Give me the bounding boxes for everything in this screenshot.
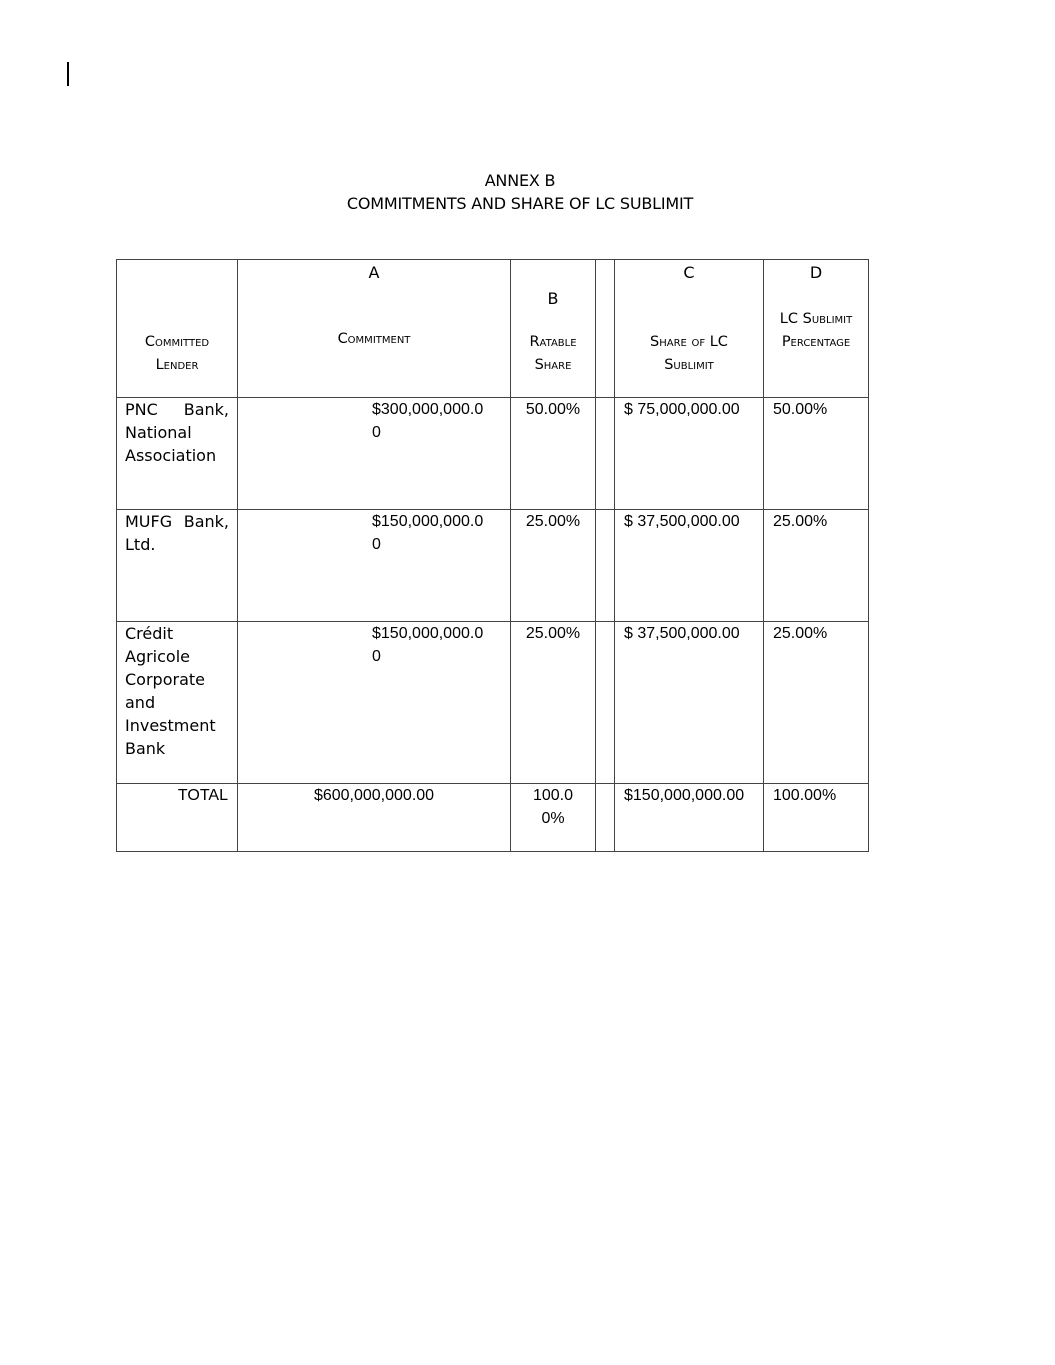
header-share-lc	[615, 260, 764, 398]
header-ratable-share	[511, 260, 596, 398]
table-row	[117, 398, 869, 510]
lc-share-value: $ 37,500,000.00	[615, 510, 764, 622]
header-c-letter: C	[683, 263, 695, 282]
commitment-value: $300,000,000.00	[238, 398, 511, 510]
annex-subtitle: COMMITMENTS AND SHARE OF LC SUBLIMIT	[346, 194, 694, 213]
header-ratable-line2: Share	[534, 357, 572, 373]
total-commitment: $600,000,000.00	[238, 784, 511, 852]
table-row	[117, 622, 869, 784]
header-lender-line2: Lender	[155, 357, 199, 373]
header-share-lc-line2: Sublimit	[664, 357, 714, 373]
header-lender-line1: Committed	[144, 334, 210, 350]
commitments-table	[116, 259, 869, 852]
ratable-share-value: 25.00%	[511, 510, 596, 622]
commitment-value: $150,000,000.00	[238, 622, 511, 784]
header-commitment-label: Commitment	[337, 331, 411, 347]
lender-name: MUFG Bank, Ltd.	[117, 510, 238, 622]
spacer-cell	[596, 784, 615, 852]
table-header-row	[117, 260, 869, 398]
header-d-letter: D	[809, 263, 823, 282]
header-lc-percentage	[764, 260, 869, 398]
total-row	[117, 784, 869, 852]
commitment-value: $150,000,000.00	[238, 510, 511, 622]
lc-share-value: $ 37,500,000.00	[615, 622, 764, 784]
header-a-letter: A	[368, 263, 380, 282]
header-share-lc-line1: Share of LC	[650, 334, 728, 350]
lc-percentage-value: 50.00%	[764, 398, 869, 510]
lc-share-value: $ 75,000,000.00	[615, 398, 764, 510]
total-lc-share: $150,000,000.00	[615, 784, 764, 852]
header-lc-pct-line1: LC Sublimit	[779, 311, 853, 327]
total-label: TOTAL	[117, 784, 238, 852]
total-lc-percentage: 100.00%	[764, 784, 869, 852]
ratable-share-value: 25.00%	[511, 622, 596, 784]
spacer-cell	[596, 622, 615, 784]
annex-title-block	[0, 169, 1040, 215]
spacer-cell	[596, 398, 615, 510]
lc-percentage-value: 25.00%	[764, 510, 869, 622]
header-ratable-line1: Ratable	[529, 334, 577, 350]
table-row	[117, 510, 869, 622]
header-committed-lender	[117, 260, 238, 398]
annex-title: ANNEX B	[484, 171, 556, 190]
lender-name: PNC Bank, National Association	[117, 398, 238, 510]
header-spacer	[596, 260, 615, 398]
ratable-share-value: 50.00%	[511, 398, 596, 510]
spacer-cell	[596, 510, 615, 622]
header-b-letter: B	[547, 289, 559, 308]
lender-name: Crédit Agricole Corporate and Investment Bank	[117, 622, 238, 784]
text-cursor	[67, 62, 69, 86]
total-ratable-share: 100.00%	[511, 784, 596, 852]
header-lc-pct-line2: Percentage	[781, 334, 851, 350]
header-commitment	[238, 260, 511, 398]
lc-percentage-value: 25.00%	[764, 622, 869, 784]
